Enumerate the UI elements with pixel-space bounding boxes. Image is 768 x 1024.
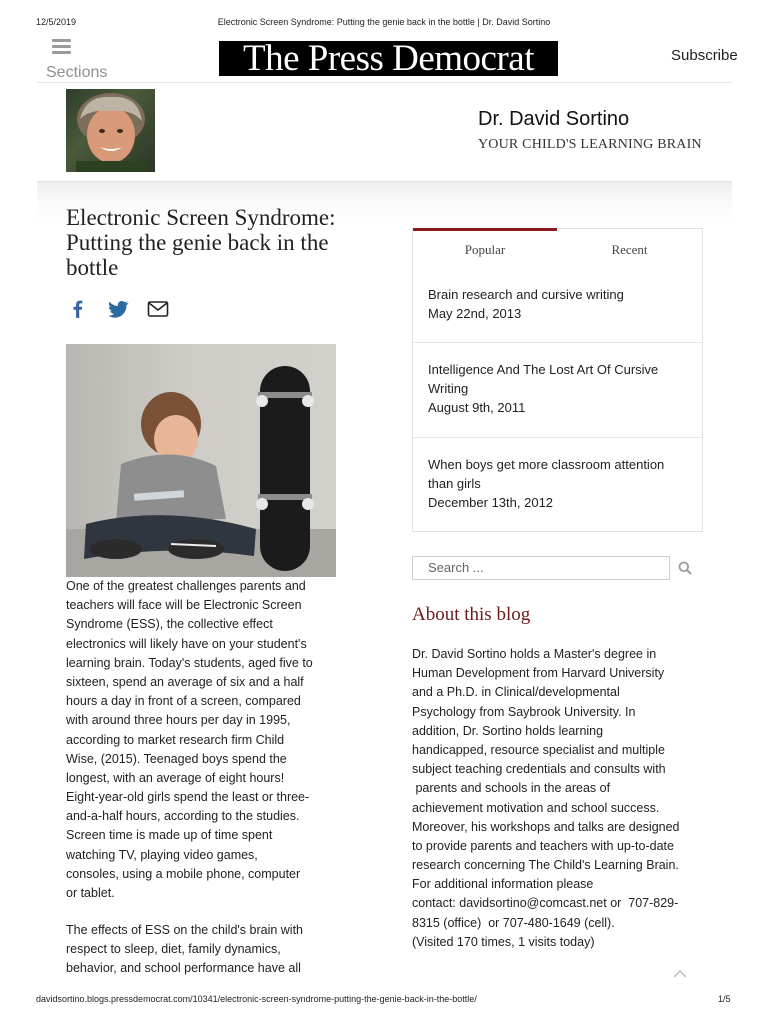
print-date: 12/5/2019: [36, 17, 77, 27]
sections-label[interactable]: Sections: [46, 64, 108, 81]
chevron-up-icon[interactable]: [672, 967, 688, 981]
text-line: contact: davidsortino@comcast.net or 707-829-: [412, 896, 679, 911]
text-line: addition, Dr. Sortino holds learning: [412, 723, 604, 738]
text-line: longest, with an average of eight hours!: [66, 770, 285, 785]
tab-popular[interactable]: Popular: [464, 242, 506, 257]
text-line: Human Development from Harvard University: [412, 666, 665, 681]
text-line: handicapped, resource specialist and multiple: [412, 742, 665, 757]
twitter-icon[interactable]: [106, 297, 130, 321]
popular-post-link[interactable]: When boys get more classroom attention: [428, 457, 665, 472]
popular-post-date: August 9th, 2011: [428, 400, 526, 415]
post-divider: [413, 342, 702, 343]
text-line: teachers will face will be Electronic Screen: [66, 598, 302, 613]
print-url: davidsortino.blogs.pressdemocrat.com/10341/electronic-screen-syndrome-putting-the-genie-back-in-the-bottle/: [36, 994, 477, 1004]
text-line: Screen time is made up of time spent: [66, 828, 273, 843]
author-photo: [66, 89, 155, 172]
text-line: to provide parents and teachers with up-to-date: [412, 838, 674, 853]
author-tagline: YOUR CHILD'S LEARNING BRAIN: [478, 137, 702, 152]
text-line: achievement motivation and school success.: [412, 800, 660, 815]
text-line: Wise, (2015). Teenaged boys spend the: [66, 751, 287, 766]
article-paragraph-1: [66, 577, 338, 903]
email-icon[interactable]: [146, 297, 170, 321]
post-divider: [413, 437, 702, 438]
text-line: learning brain. Today's students, aged five to: [66, 655, 313, 670]
text-line: (Visited 170 times, 1 visits today): [412, 934, 595, 949]
text-line: One of the greatest challenges parents and: [66, 579, 306, 593]
popular-post-link[interactable]: than girls: [428, 476, 481, 491]
about-blog-heading: About this blog: [412, 604, 531, 625]
popular-post-date: December 13th, 2012: [428, 495, 554, 510]
text-line: and-a-half hours, according to the studies.: [66, 809, 300, 824]
article-paragraph-2: [66, 921, 338, 979]
text-line: watching TV, playing video games,: [66, 847, 258, 862]
text-line: sixteen, spend an average of six and a half: [66, 674, 304, 689]
popular-post-link[interactable]: Brain research and cursive writing: [428, 287, 624, 302]
text-line: respect to sleep, diet, family dynamics,: [66, 942, 281, 957]
press-democrat-logo[interactable]: The Press Democrat: [219, 41, 558, 76]
text-line: subject teaching credentials and consults with: [412, 762, 666, 777]
popular-post-date: May 22nd, 2013: [428, 306, 522, 321]
text-line: parents and schools in the areas of: [412, 781, 611, 796]
text-line: Syndrome (ESS), the collective effect: [66, 617, 273, 632]
facebook-icon[interactable]: [66, 297, 90, 321]
text-line: The effects of ESS on the child's brain with: [66, 923, 304, 937]
text-line: research concerning The Child's Learning Brain.: [412, 858, 679, 873]
search-placeholder: Search ...: [428, 560, 484, 575]
text-line: behavior, and school performance have all: [66, 961, 301, 976]
text-line: Eight-year-old girls spend the least or three-: [66, 790, 310, 805]
text-line: according to market research firm Child: [66, 732, 285, 747]
print-page-number: 1/5: [718, 994, 731, 1004]
topbar-divider: [37, 82, 732, 83]
popular-post-link[interactable]: Writing: [428, 381, 469, 396]
text-line: hours a day in front of a screen, compared: [66, 694, 301, 709]
text-line: Psychology from Saybrook University. In: [412, 704, 636, 719]
text-line: Dr. David Sortino holds a Master's degree in: [412, 647, 657, 661]
popular-post-link[interactable]: Intelligence And The Lost Art Of Cursive: [428, 362, 659, 377]
text-line: electronics will likely have on your student's: [66, 636, 307, 651]
text-line: and a Ph.D. in Clinical/developmental: [412, 685, 620, 700]
print-title: Electronic Screen Syndrome: Putting the genie back in the bottle | Dr. David Sortino: [217, 17, 551, 27]
article-title: Electronic Screen Syndrome: Putting the genie back in the bottle: [66, 205, 336, 280]
hamburger-menu-icon[interactable]: [52, 39, 71, 57]
about-blog-text: [412, 645, 712, 952]
author-name[interactable]: Dr. David Sortino: [478, 108, 630, 130]
text-line: or tablet.: [66, 886, 115, 900]
text-line: 8315 (office) or 707-480-1649 (cell).: [412, 915, 615, 930]
text-line: For additional information please: [412, 877, 594, 892]
text-line: with around three hours per day in 1995,: [66, 713, 291, 728]
search-icon[interactable]: [678, 561, 692, 575]
text-line: Moreover, his workshops and talks are designed: [412, 819, 680, 834]
active-tab-indicator: [413, 228, 557, 231]
article-hero-image: [66, 344, 336, 577]
subscribe-link[interactable]: Subscribe: [671, 47, 738, 64]
text-line: consoles, using a mobile phone, computer: [66, 866, 301, 881]
tab-recent[interactable]: Recent: [611, 242, 648, 257]
